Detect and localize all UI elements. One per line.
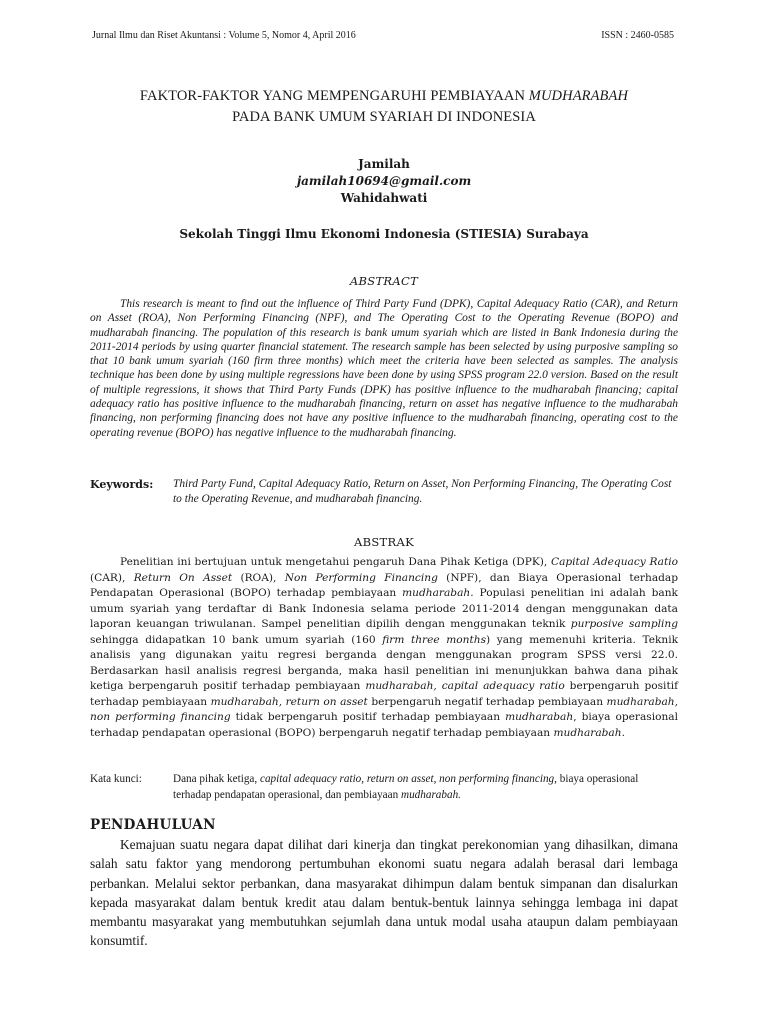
running-header	[92, 30, 674, 41]
affiliation: Sekolah Tinggi Ilmu Ekonomi Indonesia (STIESIA) Surabaya	[179, 227, 589, 241]
abstrak-text-segment: mudharabah	[505, 711, 574, 723]
abstrak-text-segment: purposive sampling	[570, 618, 679, 630]
abstrak-text-segment: , biaya operasional terhadap pendapatan operasional (BOPO) berpengaruh negatif terhadap pembiayaan	[90, 711, 678, 739]
abstrak-text-segment: tidak berpengaruh positif terhadap pembiayaan	[230, 711, 506, 723]
abstrak-text-segment: Capital Adequacy Ratio	[550, 556, 678, 568]
kata-kunci-label: Kata kunci:	[90, 773, 142, 785]
title-line-1-italic: MUDHARABAH	[528, 88, 629, 104]
title-line-1	[60, 86, 708, 107]
abstrak-heading: ABSTRAK	[354, 535, 414, 549]
abstrak-text-segment: berpengaruh negatif terhadap pembiayaan	[367, 695, 607, 708]
abstract-body: This research is meant to find out the influence of Third Party Fund (DPK), Capital Adequacy Ratio (CAR), and Return on Asset (ROA), Non Performing Financing (NPF), and The Operating Cost to the Operating Revenue (BOPO) and mudharabah financing. The population of this research is bank umum syariah which are listed in Bank Indonesia during the 2011-2014 periods by using quarter financial statement. The research sample has been selected by using purposive sampling so that 10 bank umum syariah (160 firm three months) which meet the criteria have been selected as samples. The analysis technique has been done by using multiple regressions have been done by using SPSS program 22.0 version. Based on the result of multiple regressions, it shows that Third Party Funds (DPK) has positive influence to the mudharabah financing; capital adequacy ratio has positive influence to the mudharabah financing, return on asset has negative influence to the mudharabah financing, non performing financing does not have any positive influence to the mudharabah financing, operating cost to the operating revenue (BOPO) has negative influence to the mudharabah financing.	[90, 298, 678, 439]
abstrak-text-segment: (NPF), dan Biaya Operasional terhadap Pendapatan Operasional (BOPO) terhadap pembiayaan	[90, 571, 679, 599]
title-line-2: PADA BANK UMUM SYARIAH DI INDONESIA	[232, 109, 536, 125]
abstrak-text-segment: Penelitian ini bertujuan untuk mengetahui pengaruh Dana Pihak Ketiga (DPK),	[120, 556, 551, 568]
abstrak-text-segment: mudharabah, non performing financing	[90, 695, 678, 723]
keywords-text: Third Party Fund, Capital Adequacy Ratio, Return on Asset, Non Performing Financing, The Operating Cost to the Operating Revenue, and mudharabah financing.	[173, 478, 672, 505]
abstrak-text-segment: (ROA),	[232, 571, 285, 584]
keywords-row	[90, 477, 678, 507]
abstrak-text-segment: Return On Asset	[133, 571, 233, 584]
title-line-1-text: FAKTOR-FAKTOR YANG MEMPENGARUHI PEMBIAYAAN	[139, 88, 529, 104]
author-1: Jamilah	[358, 157, 410, 171]
author-2: Wahidahwati	[340, 191, 428, 205]
abstrak-text-segment: mudharabah, return on asset	[210, 695, 368, 708]
kata-kunci-text	[173, 772, 678, 803]
abstrak-text-segment: berpengaruh positif terhadap pembiayaan	[90, 680, 679, 708]
author-email[interactable]: jamilah10694@gmail.com	[296, 174, 472, 188]
pendahuluan-body: Kemajuan suatu negara dapat dilihat dari kinerja dan tingkat perekonomian yang dihasilkan, dimana salah satu faktor yang mendorong pertumbuhan ekonomi suatu negara adalah berasal dari lembaga perbankan. Melalui sektor perbankan, dana masyarakat dihimpun dalam bentuk simpanan dan disalurkan kepada masyarakat dalam bentuk kredit atau dalam bentuk-bentuk lainnya sehingga lembaga ini dapat membantu masyarakat yang membutuhkan sejumlah dana untuk modal usaha ataupun dalam pembiayaan konsumtif.	[90, 837, 678, 949]
abstrak-text-segment: mudharabah.	[402, 587, 474, 599]
abstrak-text-segment: mudharabah.	[553, 726, 625, 739]
abstrak-text-segment: mudharabah, capital adequacy ratio	[365, 680, 565, 692]
issn: ISSN : 2460-0585	[601, 30, 674, 41]
abstrak-text-segment: Non Performing Financing	[284, 571, 438, 584]
paper-title	[60, 86, 708, 128]
kata-kunci-row	[90, 772, 678, 803]
abstrak-text-segment: sehingga didapatkan 10 bank umum syariah (160	[90, 633, 383, 646]
kata-kunci-segment: capital adequacy ratio, return on asset, non performing financing,	[259, 773, 557, 785]
abstrak-text-segment: (CAR),	[90, 571, 134, 584]
abstrak-text-segment: ) yang memenuhi kriteria. Teknik analisis yang digunakan yaitu regresi berganda dengan menggunakan program SPSS versi 22.0. Berdasarkan hasil analisis regresi berganda, maka hasil penelitian ini menunjukkan bahwa dana pihak ketiga berpengaruh positif terhadap pembiayaan	[90, 633, 679, 692]
abstrak-text-segment: Populasi penelitian ini adalah bank umum syariah yang terdaftar di Bank Indonesia selama periode 2011-2014 dengan menggunakan data laporan keuangan triwulanan. Sampel penelitian dipilih dengan menggunakan teknik	[90, 587, 678, 630]
kata-kunci-segment: mudharabah.	[401, 788, 461, 801]
keywords-label: Keywords:	[90, 478, 154, 491]
kata-kunci-segment: Dana pihak ketiga,	[173, 773, 260, 785]
kata-kunci-segment: biaya operasional terhadap pendapatan operasional, dan pembiayaan	[173, 773, 639, 801]
abstract-heading: ABSTRACT	[349, 274, 419, 288]
author-block	[0, 156, 768, 207]
pendahuluan-heading: PENDAHULUAN	[90, 817, 216, 833]
journal-citation: Jurnal Ilmu dan Riset Akuntansi : Volume 5, Nomor 4, April 2016	[92, 30, 356, 41]
abstrak-body	[90, 555, 678, 741]
abstrak-text-segment: firm three months	[382, 633, 487, 646]
